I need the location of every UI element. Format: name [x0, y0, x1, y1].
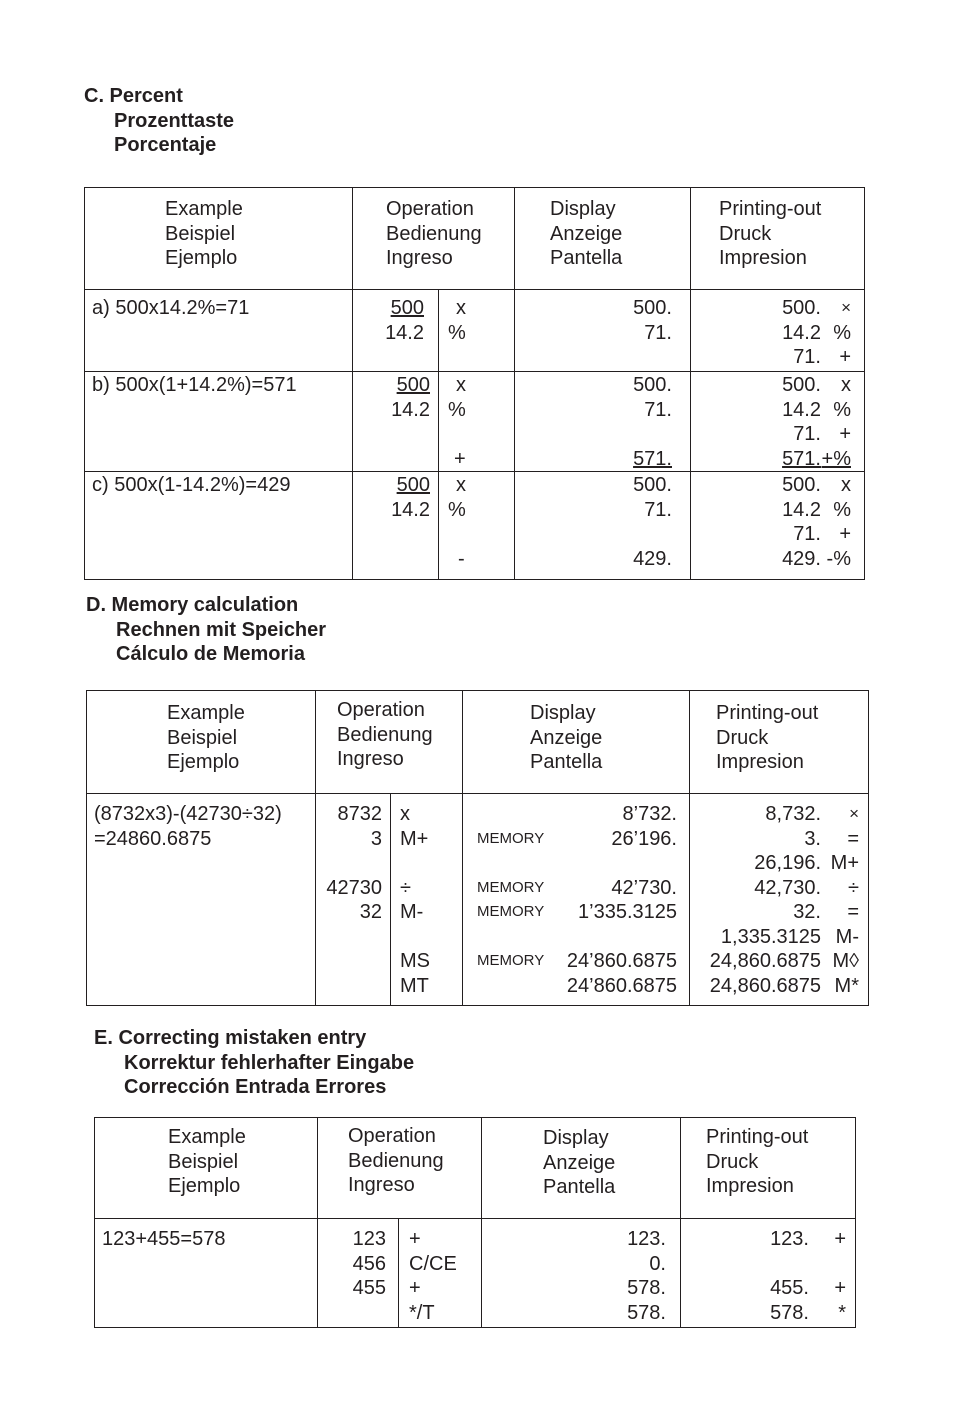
printing-header: Printing-out Druck Impresion: [690, 691, 869, 794]
display-cell: 8’732. MEMORY 26’196. MEMORY 42’730. MEMORY 1’335.3125 MEMORY 24’860.6875 24’860.6875: [463, 794, 690, 1006]
section-e-title: [94, 1026, 414, 1100]
section-c-title: [84, 84, 234, 158]
correction-table: [94, 1117, 856, 1328]
printing-header: Printing-out Druck Impresion: [691, 188, 865, 290]
section-d-title: [86, 593, 326, 667]
example-cell: (8732x3)-(42730÷32) =24860.6875: [87, 794, 316, 1006]
table-row: [85, 372, 865, 472]
operation-number-cell: 500 14.2: [353, 290, 439, 372]
section-d-title-en: D. Memory calculation: [86, 594, 299, 616]
display-header: Display Anzeige Pantella: [463, 691, 690, 794]
percent-table: [84, 187, 865, 580]
operation-key-cell: x M+ ÷ M- MS MT: [391, 794, 463, 1006]
printout-cell: 500. × 14.2 % 71. +: [691, 290, 865, 372]
table-row: [87, 794, 869, 1006]
display-cell: 500. 71. 429.: [515, 472, 691, 580]
memory-indicator: MEMORY: [477, 829, 545, 847]
table-row: [85, 472, 865, 580]
section-c-title-en: C. Percent: [84, 85, 183, 107]
printout-cell: 8,732. × 3. = 26,196. M+ 42,730. ÷ 32. = 1,335.3125 M- 24,860.6875 M◊ 24,860.6875 M*: [690, 794, 869, 1006]
display-cell: 500. 71. 571.: [515, 372, 691, 472]
section-e-title-en: E. Correcting mistaken entry: [94, 1027, 367, 1049]
memory-table: [86, 690, 869, 1006]
percent-table-header: [85, 188, 865, 290]
example-header: Example Beispiel Ejemplo: [85, 188, 353, 290]
display-header: Display Anzeige Pantella: [482, 1118, 681, 1219]
table-row: [95, 1219, 856, 1328]
operation-header: Operation Bedienung Ingreso: [318, 1118, 482, 1219]
table-row: [85, 290, 865, 372]
display-cell: 123. 0. 578. 578.: [482, 1219, 681, 1328]
operation-number-cell: 123 456 455: [318, 1219, 399, 1328]
memory-indicator: MEMORY: [477, 903, 545, 920]
example-header: Example Beispiel Ejemplo: [95, 1118, 318, 1219]
printout-cell: 123. + 455. + 578. *: [681, 1219, 856, 1328]
section-c-title-es: Porcentaje: [114, 134, 217, 156]
printout-cell: 500. x 14.2 % 71. + 429. -%: [691, 472, 865, 580]
example-cell: c) 500x(1-14.2%)=429: [85, 472, 353, 580]
correction-table-header: [95, 1118, 856, 1219]
example-cell: b) 500x(1+14.2%)=571: [85, 372, 353, 472]
memory-indicator: MEMORY: [477, 878, 545, 896]
section-d-title-de: Rechnen mit Speicher: [116, 618, 327, 641]
operation-key-cell: x % +: [439, 372, 515, 472]
operation-number-cell: 500 14.2: [353, 372, 439, 472]
example-cell: 123+455=578: [95, 1219, 318, 1328]
section-c-title-de: Prozenttaste: [114, 109, 235, 132]
memory-indicator: MEMORY: [477, 952, 545, 969]
example-header: Example Beispiel Ejemplo: [87, 691, 316, 794]
example-cell: a) 500x14.2%=71: [85, 290, 353, 372]
display-cell: 500. 71.: [515, 290, 691, 372]
section-d-title-es: Cálculo de Memoria: [116, 643, 305, 665]
operation-number-cell: 8732 3 42730 32: [316, 794, 391, 1006]
operation-key-cell: x %: [439, 290, 515, 372]
printing-header: Printing-out Druck Impresion: [681, 1118, 856, 1219]
operation-header: Operation Bedienung Ingreso: [353, 188, 515, 290]
operation-header: Operation Bedienung Ingreso: [316, 691, 463, 794]
section-e-title-es: Corrección Entrada Errores: [124, 1076, 387, 1098]
operation-number-cell: 500 14.2: [353, 472, 439, 580]
section-e-title-de: Korrektur fehlerhafter Eingabe: [124, 1051, 415, 1074]
printout-cell: 500. x 14.2 % 71. + 571. +%: [691, 372, 865, 472]
operation-key-cell: + C/CE + */T: [399, 1219, 482, 1328]
display-header: Display Anzeige Pantella: [515, 188, 691, 290]
memory-table-header: [87, 691, 869, 794]
operation-key-cell: x % -: [439, 472, 515, 580]
